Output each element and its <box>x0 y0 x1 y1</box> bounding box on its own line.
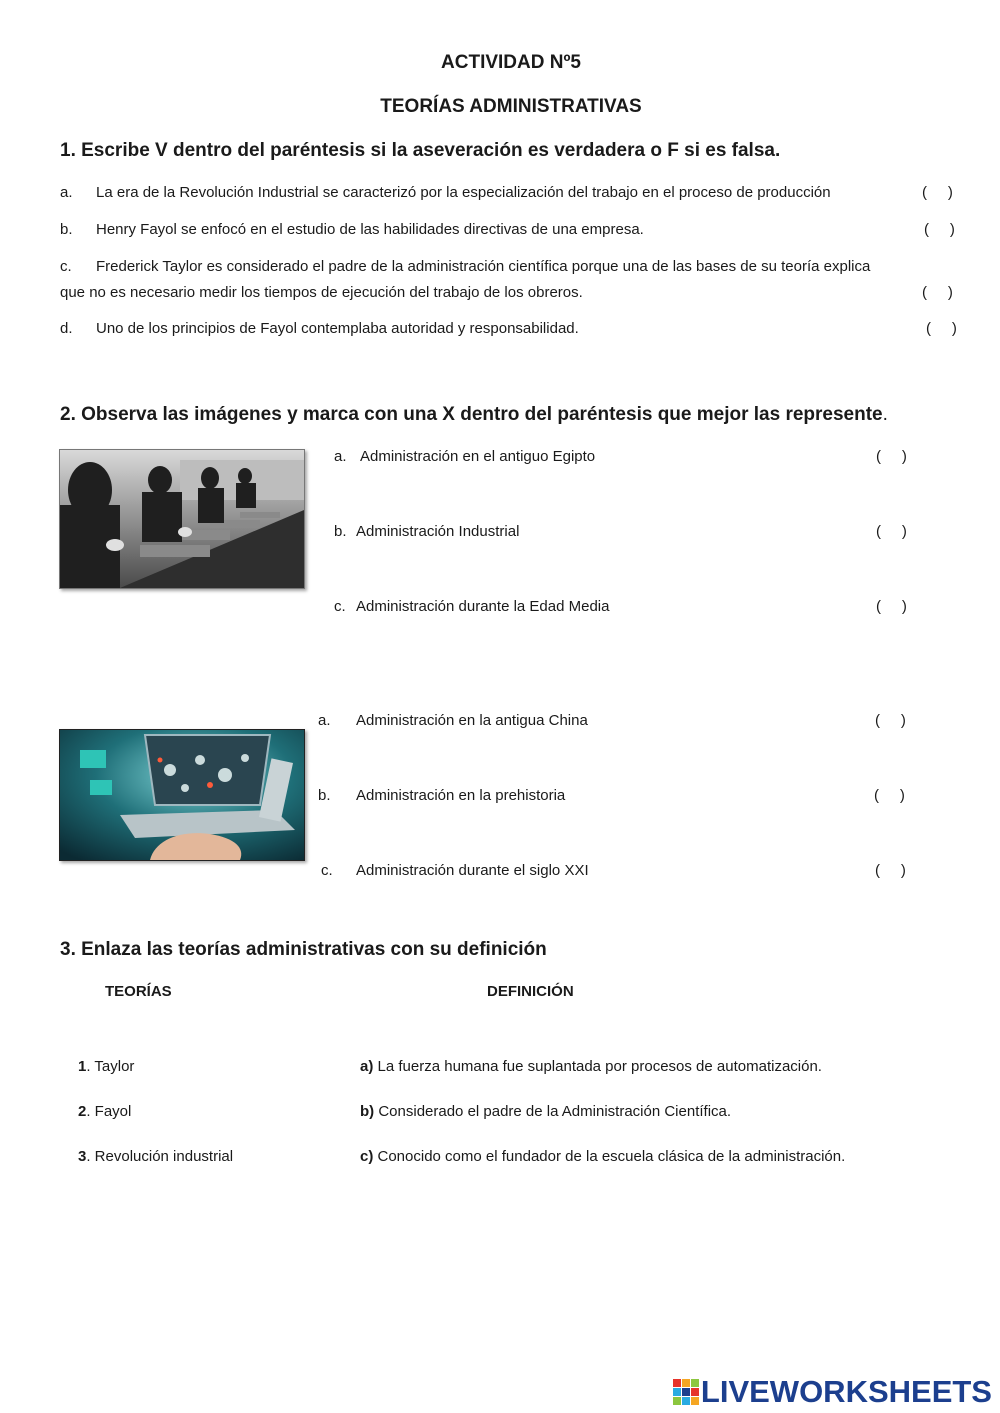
definition-item-a[interactable]: a) La fuerza humana fue suplantada por procesos de automatización. <box>360 1058 822 1075</box>
answer-paren-1a[interactable]: ( ) <box>922 184 953 201</box>
image1-option-c: c. Administración durante la Edad Media <box>334 598 610 615</box>
answer-paren-2-2a[interactable]: ( ) <box>875 712 906 729</box>
factory-workers-image <box>59 449 305 589</box>
liveworksheets-logo <box>673 1374 992 1410</box>
answer-paren-1b[interactable]: ( ) <box>924 221 955 238</box>
image2-option-a: a. Administración en la antigua China <box>318 712 588 729</box>
true-false-item-c: c. Frederick Taylor es considerado el padre de la administración científica porque una de las bases de su teoría explica <box>60 258 871 275</box>
section2-heading: 2. Observa las imágenes y marca con una X dentro del paréntesis que mejor las represente. <box>60 404 888 425</box>
true-false-item-d: d. Uno de los principios de Fayol contemplaba autoridad y responsabilidad. <box>60 320 579 337</box>
section1-heading: 1. Escribe V dentro del paréntesis si la aseveración es verdadera o F si es falsa. <box>60 140 781 161</box>
definition-item-c[interactable]: c) Conocido como el fundador de la escuela clásica de la administración. <box>360 1148 846 1165</box>
answer-paren-1d[interactable]: ( ) <box>926 320 957 337</box>
answer-paren-1c[interactable]: ( ) <box>922 284 953 301</box>
true-false-item-a: a. La era de la Revolución Industrial se caracterizó por la especialización del trabajo en el proceso de producción <box>60 184 831 201</box>
theories-column-header: TEORÍAS <box>105 983 172 1000</box>
section3-heading: 3. Enlaza las teorías administrativas con su definición <box>60 939 547 960</box>
answer-paren-2-2c[interactable]: ( ) <box>875 862 906 879</box>
liveworksheets-icon <box>673 1379 699 1405</box>
image2-option-c: c. Administración durante el siglo XXI <box>321 862 589 879</box>
theory-item-2[interactable]: 2. Fayol <box>78 1103 132 1120</box>
image2-option-b: b. Administración en la prehistoria <box>318 787 566 804</box>
true-false-item-c-line2: que no es necesario medir los tiempos de ejecución del trabajo de los obreros. <box>60 284 583 301</box>
theory-item-3[interactable]: 3. Revolución industrial <box>78 1148 234 1165</box>
image1-option-a: a. Administración en el antiguo Egipto <box>334 448 596 465</box>
image1-option-b: b. Administración Industrial <box>334 523 520 540</box>
answer-paren-2-1c[interactable]: ( ) <box>876 598 907 615</box>
liveworksheets-wordmark: LIVEWORKSHEETS <box>700 1374 992 1409</box>
answer-paren-2-1b[interactable]: ( ) <box>876 523 907 540</box>
digital-laptop-image <box>59 729 305 861</box>
answer-paren-2-1a[interactable]: ( ) <box>876 448 907 465</box>
page-title: ACTIVIDAD Nº5 <box>441 52 581 73</box>
true-false-item-b: b. Henry Fayol se enfocó en el estudio de las habilidades directivas de una empresa. <box>60 221 644 238</box>
definition-item-b[interactable]: b) Considerado el padre de la Administración Científica. <box>360 1103 732 1120</box>
theory-item-1[interactable]: 1. Taylor <box>78 1058 135 1075</box>
page-subtitle: TEORÍAS ADMINISTRATIVAS <box>380 96 642 117</box>
answer-paren-2-2b[interactable]: ( ) <box>874 787 905 804</box>
definition-column-header: DEFINICIÓN <box>487 983 574 1000</box>
